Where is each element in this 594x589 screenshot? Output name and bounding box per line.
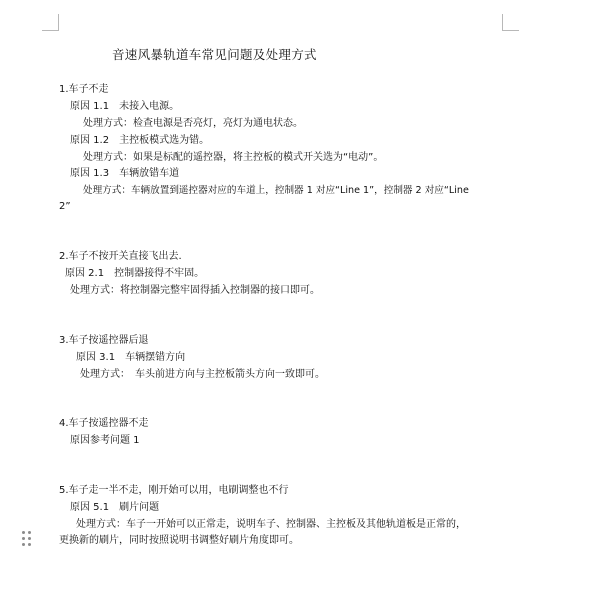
reason-3-1: 原因 3.1 车辆摆错方向 bbox=[76, 352, 186, 363]
fix-1-2: 处理方式：如果是标配的遥控器，将主控板的模式开关选为“电动”。 bbox=[83, 152, 384, 163]
document-title: 音速风暴轨道车常见问题及处理方式 bbox=[112, 47, 317, 62]
reason-5-1: 原因 5.1 刷片问题 bbox=[70, 502, 160, 513]
section-3-heading: 3.车子按遥控器后退 bbox=[59, 335, 149, 346]
paragraph-drag-handle-icon[interactable] bbox=[22, 531, 32, 547]
fix-3-1: 处理方式： 车头前进方向与主控板箭头方向一致即可。 bbox=[80, 369, 325, 380]
section-2-heading: 2.车子不按开关直接飞出去. bbox=[59, 251, 182, 262]
reason-1-1: 原因 1.1 未接入电源。 bbox=[70, 101, 180, 112]
reason-2-1: 原因 2.1 控制器接得不牢固。 bbox=[65, 268, 205, 279]
fix-1-1: 处理方式：检查电源是否亮灯，亮灯为通电状态。 bbox=[83, 118, 303, 129]
section-1-heading: 1.车子不走 bbox=[59, 84, 109, 95]
fix-1-3-continued: 2” bbox=[59, 201, 71, 212]
page-corner-mark-top-left bbox=[42, 14, 59, 31]
fix-2-1: 处理方式：将控制器完整牢固得插入控制器的接口即可。 bbox=[70, 285, 320, 296]
reason-1-3: 原因 1.3 车辆放错车道 bbox=[70, 168, 180, 179]
page-corner-mark-top-right bbox=[502, 14, 519, 31]
section-4-heading: 4.车子按遥控器不走 bbox=[59, 418, 149, 429]
reason-4: 原因参考问题 1 bbox=[70, 435, 140, 446]
fix-5-1: 处理方式：车子一开始可以正常走，说明车子、控制器、主控板及其他轨道板是正常的， bbox=[76, 519, 466, 530]
section-5-heading: 5.车子走一半不走，刚开始可以用，电刷调整也不行 bbox=[59, 485, 289, 496]
fix-5-1-continued: 更换新的刷片，同时按照说明书调整好刷片角度即可。 bbox=[59, 535, 299, 546]
reason-1-2: 原因 1.2 主控板模式选为错。 bbox=[70, 135, 210, 146]
fix-1-3: 处理方式：车辆放置到遥控器对应的车道上，控制器 1 对应“Line 1”，控制器 2 对应“Line bbox=[83, 185, 469, 196]
